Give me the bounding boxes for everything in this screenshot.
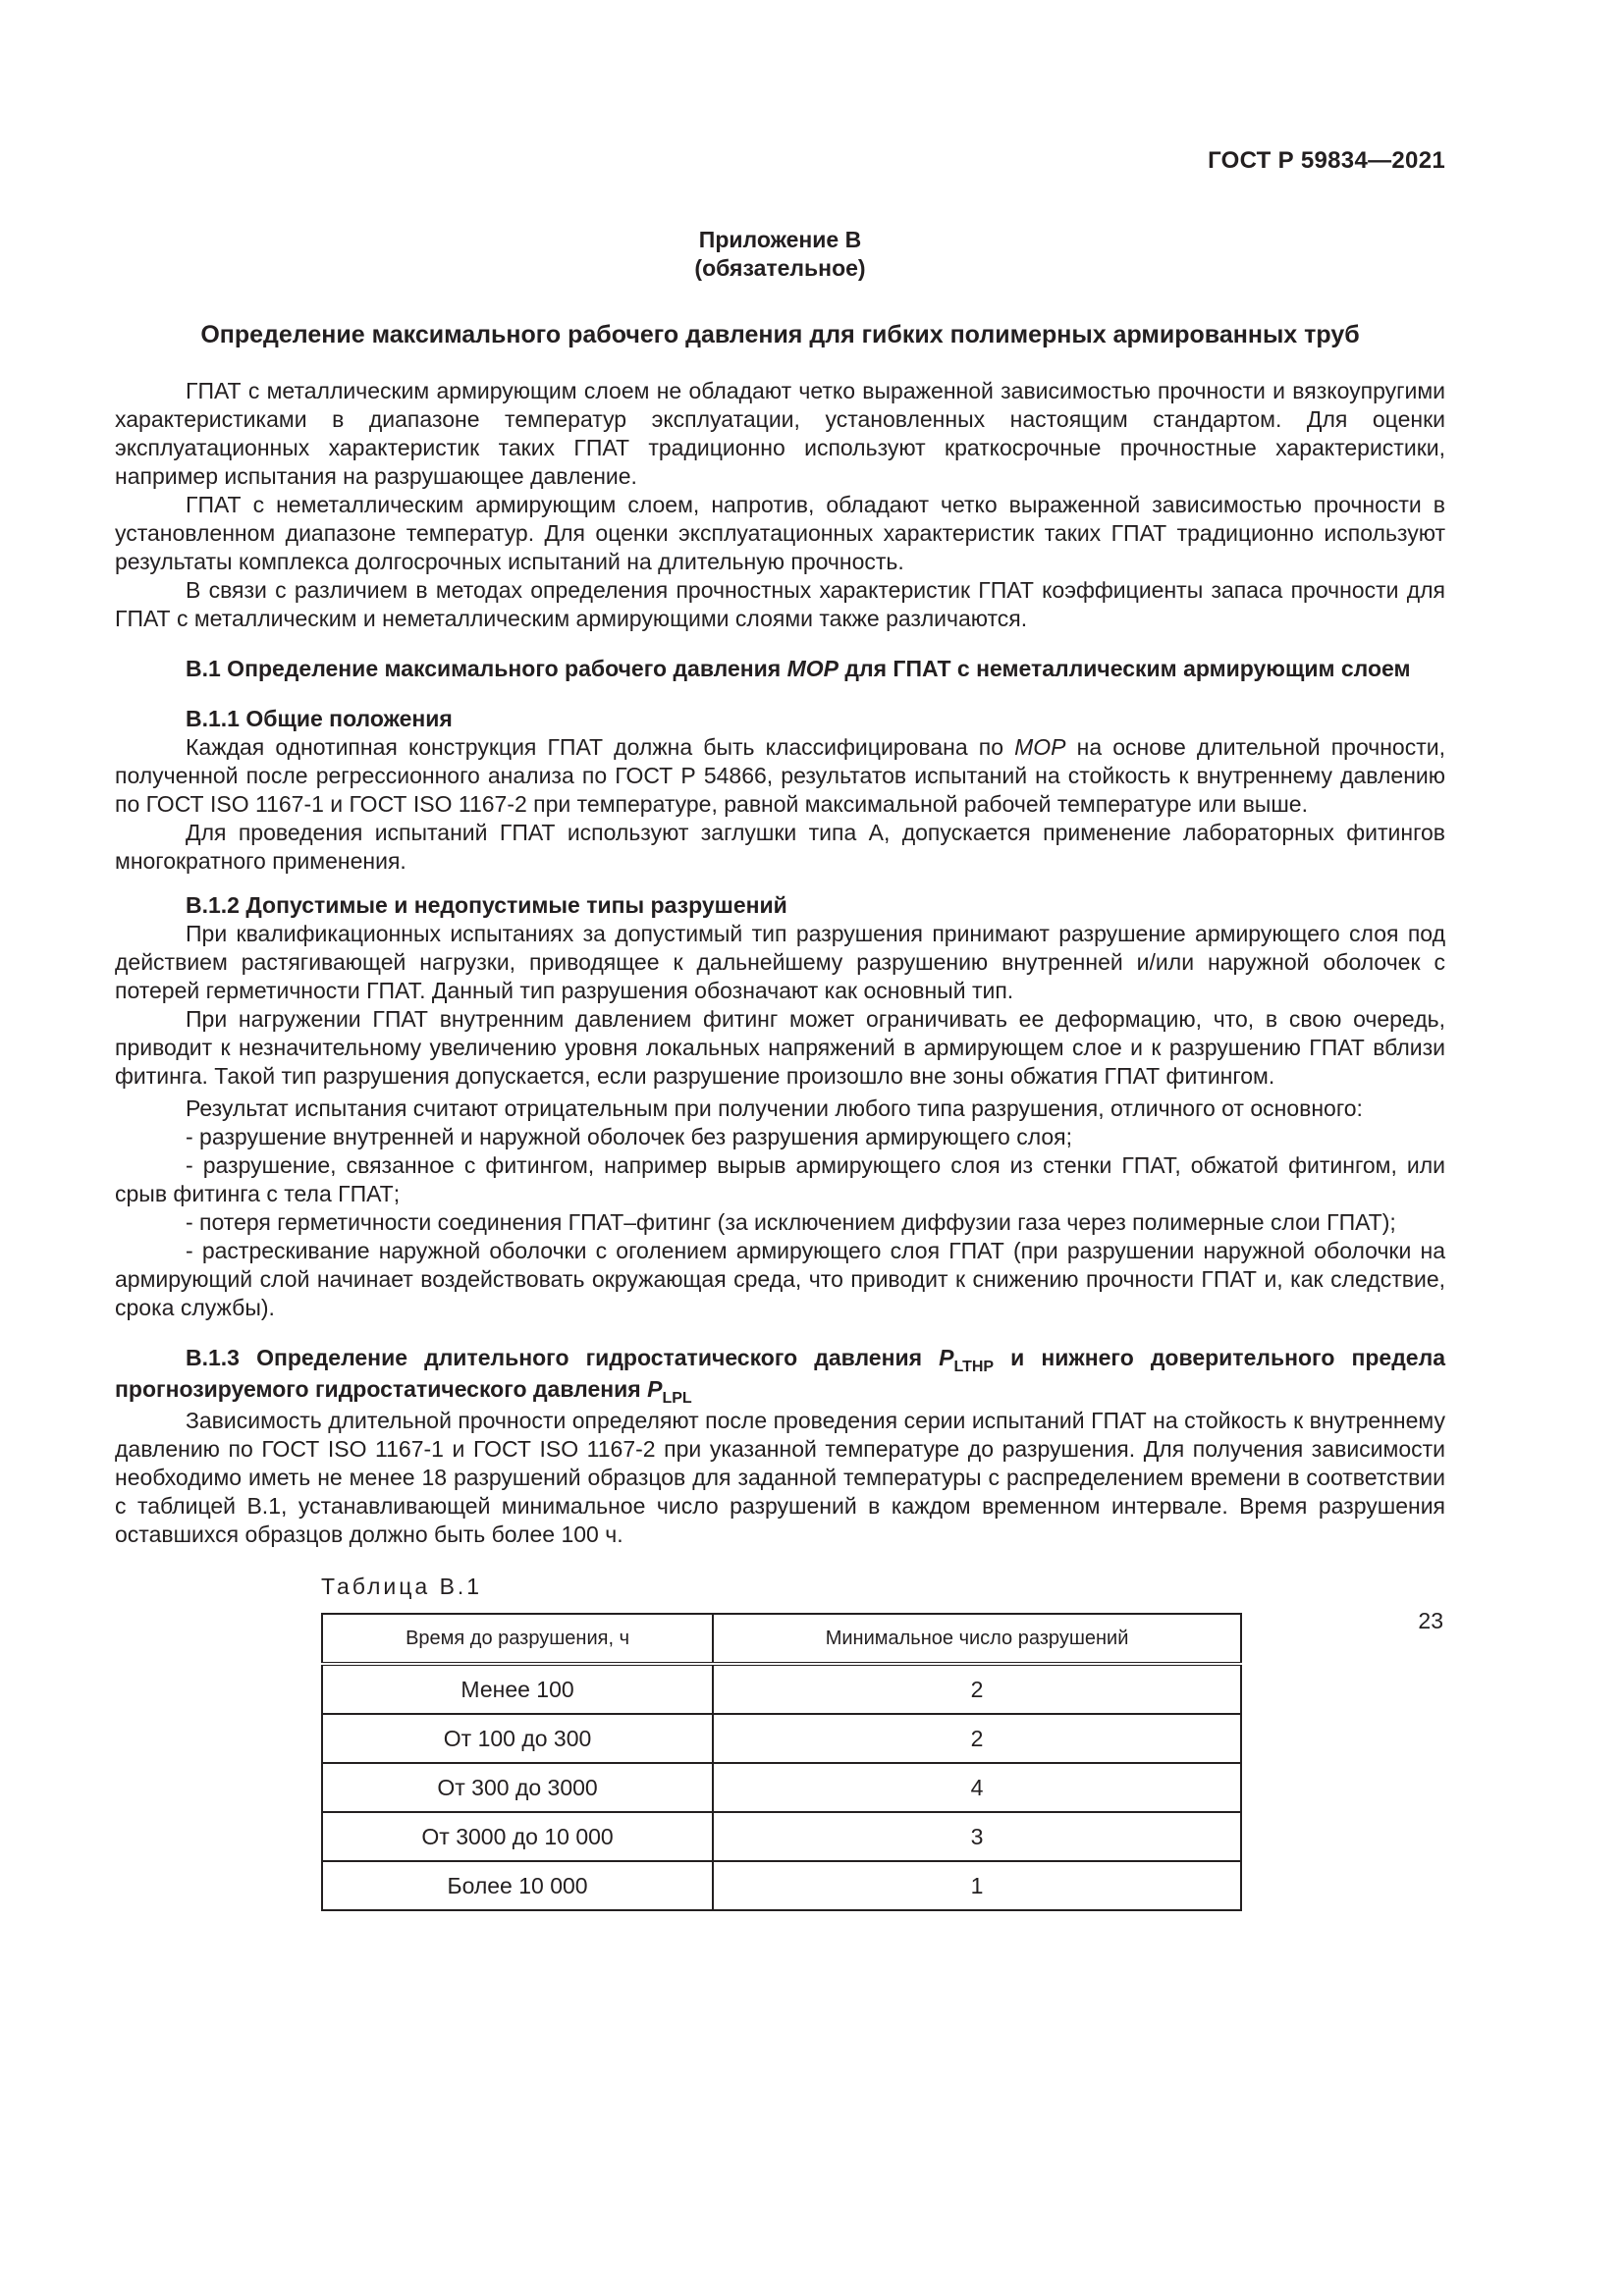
table-row — [322, 1763, 1241, 1812]
table-row — [322, 1714, 1241, 1763]
table-cell: Более 10 000 — [322, 1861, 713, 1910]
section-b12-paragraph: При нагружении ГПАТ внутренним давлением фитинг может ограничивать ее деформацию, что, в свою очередь, приводит к незначительному увеличению уровня локальных напряжений в армирующем слое и к разрушению ГПАТ вблизи фитинга. Такой тип разрушения допускается, если разрушение произошло вне зоны обжатия ГПАТ фитингом. — [115, 1006, 1445, 1089]
failure-list-item: - разрушение внутренней и наружной оболочек без разрушения армирующего слоя; — [186, 1124, 1073, 1149]
failure-list-item: - разрушение, связанное с фитингом, например вырыв армирующего слоя из стенки ГПАТ, обжатой фитингом, или срыв фитинга с тела ГПАТ; — [115, 1152, 1445, 1206]
main-title: Определение максимального рабочего давления для гибких полимерных армированных труб — [200, 321, 1360, 348]
table-header-cell: Минимальное число разрушений — [713, 1614, 1241, 1664]
failures-table — [321, 1613, 1242, 1911]
document-body — [115, 226, 1445, 1911]
table-cell: 1 — [713, 1861, 1241, 1910]
table-row — [322, 1664, 1241, 1714]
table-header-row — [322, 1614, 1241, 1664]
section-b11-paragraph-2: Для проведения испытаний ГПАТ используют заглушки типа А, допускается применение лабораторных фитингов многократного применения. — [115, 820, 1445, 874]
section-b12-paragraph: При квалификационных испытаниях за допустимый тип разрушения принимают разрушение армирующего слоя под действием растягивающей нагрузки, приводящее к дальнейшему разрушению внутренней и/или наружной оболочек с потерей герметичности ГПАТ. Данный тип разрушения обозначают как основный тип. — [115, 921, 1445, 1003]
table-header-cell: Время до разрушения, ч — [322, 1614, 713, 1664]
section-b11-paragraph-1: Каждая однотипная конструкция ГПАТ должна быть классифицирована по МОР на основе длительной прочности, полученной после регрессионного анализа по ГОСТ Р 54866, результатов испытаний на стойкость к внутреннему давлению по ГОСТ ISO 1167-1 и ГОСТ ISO 1167-2 при температуре, равной максимальной рабочей температуре или выше. — [115, 734, 1445, 817]
intro-paragraph-3: В связи с различием в методах определения прочностных характеристик ГПАТ коэффициенты запаса прочности для ГПАТ с металлическим и неметаллическим армирующими слоями также различаются. — [115, 577, 1445, 631]
table-cell: 4 — [713, 1763, 1241, 1812]
page-number: 23 — [1418, 1608, 1443, 1633]
table-cell: От 3000 до 10 000 — [322, 1812, 713, 1861]
table-caption: Таблица В.1 — [321, 1574, 483, 1599]
table-cell: От 100 до 300 — [322, 1714, 713, 1763]
appendix-status: (обязательное) — [694, 255, 866, 281]
intro-paragraph-2: ГПАТ с неметаллическим армирующим слоем, напротив, обладают четко выраженной зависимостью прочности в установленном диапазоне температур. Для оценки эксплуатационных характеристик таких ГПАТ традиционно используют результаты комплекса долгосрочных испытаний на длительную прочность. — [115, 492, 1445, 574]
appendix-title: Приложение В — [698, 227, 862, 252]
table-cell: 3 — [713, 1812, 1241, 1861]
table-cell: От 300 до 3000 — [322, 1763, 713, 1812]
section-b13-heading: В.1.3 Определение длительного гидростатического давления $P_{LTHP}$ и нижнего доверительного предела прогнозируемого гидростатического давления $P_{LPL}$ — [115, 1345, 1445, 1407]
section-b11-heading: В.1.1 Общие положения — [186, 706, 453, 731]
table-cell: 2 — [713, 1664, 1241, 1714]
section-b13-paragraph: Зависимость длительной прочности определяют после проведения серии испытаний ГПАТ на стойкость к внутреннему давлению по ГОСТ ISO 1167-1 и ГОСТ ISO 1167-2 при указанной температуре до разрушения. Для получения зависимости необходимо иметь не менее 18 разрушений образцов для заданной температуры с распределением времени в соответствии с таблицей В.1, устанавливающей минимальное число разрушений в каждом временном интервале. Время разрушения оставшихся образцов должно быть более 100 ч. — [115, 1408, 1445, 1547]
table-row — [322, 1812, 1241, 1861]
table-cell: Менее 100 — [322, 1664, 713, 1714]
failure-list-item: - растрескивание наружной оболочки с оголением армирующего слоя ГПАТ (при разрушении наружной оболочки на армирующий слой начинает воздействовать окружающая среда, что приводит к снижению прочности ГПАТ и, как следствие, срока службы). — [115, 1238, 1445, 1320]
section-b1-heading: В.1 Определение максимального рабочего давления МОР для ГПАТ с неметаллическим армирующим слоем — [186, 656, 1411, 681]
section-b12-paragraph: Результат испытания считают отрицательным при получении любого типа разрушения, отличного от основного: — [186, 1095, 1363, 1121]
section-b12-heading: В.1.2 Допустимые и недопустимые типы разрушений — [186, 892, 787, 918]
table-row — [322, 1861, 1241, 1910]
intro-paragraph-1: ГПАТ с металлическим армирующим слоем не обладают четко выраженной зависимостью прочности и вязкоупругими характеристиками в диапазоне температур эксплуатации, установленных настоящим стандартом. Для оценки эксплуатационных характеристик таких ГПАТ традиционно используют краткосрочные прочностные характеристики, например испытания на разрушающее давление. — [115, 378, 1445, 489]
failure-list-item: - потеря герметичности соединения ГПАТ–фитинг (за исключением диффузии газа через полимерные слои ГПАТ); — [186, 1209, 1396, 1235]
standard-designation: ГОСТ Р 59834—2021 — [1208, 147, 1445, 174]
table-cell: 2 — [713, 1714, 1241, 1763]
